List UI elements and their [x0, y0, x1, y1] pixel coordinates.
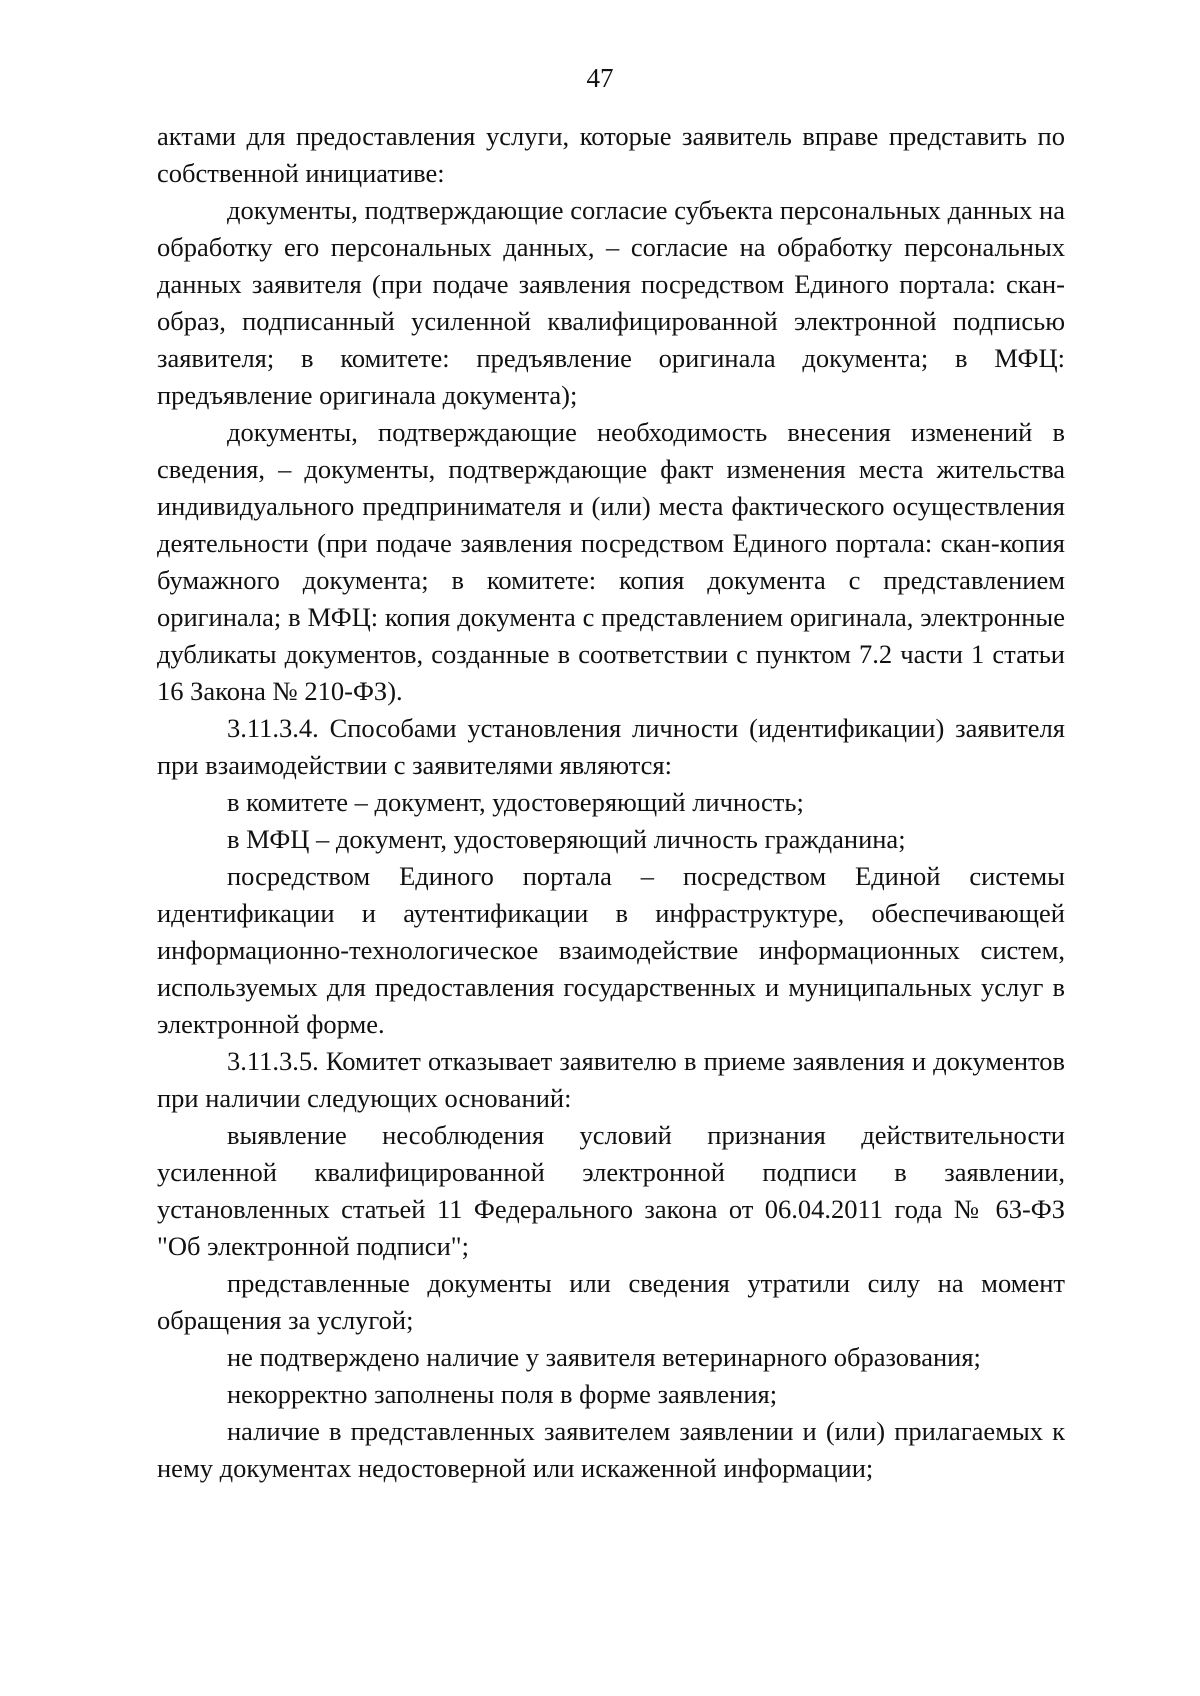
- paragraph-mfc-id: в МФЦ – документ, удостоверяющий личность гражданина;: [227, 824, 906, 854]
- paragraph-3-11-3-4: 3.11.3.4. Способами установления личности (идентификации) заявителя при взаимодействии с заявителями являются:: [157, 713, 1065, 780]
- paragraph-3-11-3-5: 3.11.3.5. Комитет отказывает заявителю в приеме заявления и документов при наличии следующих оснований:: [157, 1046, 1065, 1113]
- paragraph-change-documents: документы, подтверждающие необходимость внесения изменений в сведения, – документы, подтверждающие факт изменения места жительства индивидуального предпринимателя и (или) места фактического осуществления деятельности (при подаче заявления посредством Единого портала: скан-копия бумажного документа; в комитете: копия документа с представлением оригинала; в МФЦ: копия документа с представлением оригинала, электронные дубликаты документов, созданные в соответствии с пунктом 7.2 части 1 статьи 16 Закона № 210-ФЗ).: [157, 417, 1065, 706]
- page-number: 47: [586, 63, 614, 93]
- document-body: [157, 118, 1065, 1487]
- paragraph-consent-documents: документы, подтверждающие согласие субъекта персональных данных на обработку его персональных данных, – согласие на обработку персональных данных заявителя (при подаче заявления посредством Единого портала: скан-образ, подписанный усиленной квалифицированной электронной подписью заявителя; в комитете: предъявление оригинала документа; в МФЦ: предъявление оригинала документа);: [157, 195, 1065, 410]
- paragraph-committee-id: в комитете – документ, удостоверяющий личность;: [227, 787, 804, 817]
- paragraph-signature-violation: выявление несоблюдения условий признания действительности усиленной квалифицированной электронной подписи в заявлении, установленных статьей 11 Федерального закона от 06.04.2011 года № 63-ФЗ "Об электронной подписи";: [157, 1120, 1065, 1261]
- paragraph-continuation: актами для предоставления услуги, которые заявитель вправе представить по собственной инициативе:: [157, 121, 1065, 188]
- paragraph-false-information: наличие в представленных заявителем заявлении и (или) прилагаемых к нему документах недостоверной или искаженной информации;: [157, 1416, 1065, 1483]
- paragraph-expired-documents: представленные документы или сведения утратили силу на момент обращения за услугой;: [157, 1268, 1065, 1335]
- paragraph-portal-id: посредством Единого портала – посредством Единой системы идентификации и аутентификации в инфраструктуре, обеспечивающей информационно-технологическое взаимодействие информационных систем, используемых для предоставления государственных и муниципальных услуг в электронной форме.: [157, 861, 1065, 1039]
- paragraph-no-vet-education: не подтверждено наличие у заявителя ветеринарного образования;: [227, 1342, 981, 1372]
- paragraph-incorrect-fields: некорректно заполнены поля в форме заявления;: [227, 1379, 778, 1409]
